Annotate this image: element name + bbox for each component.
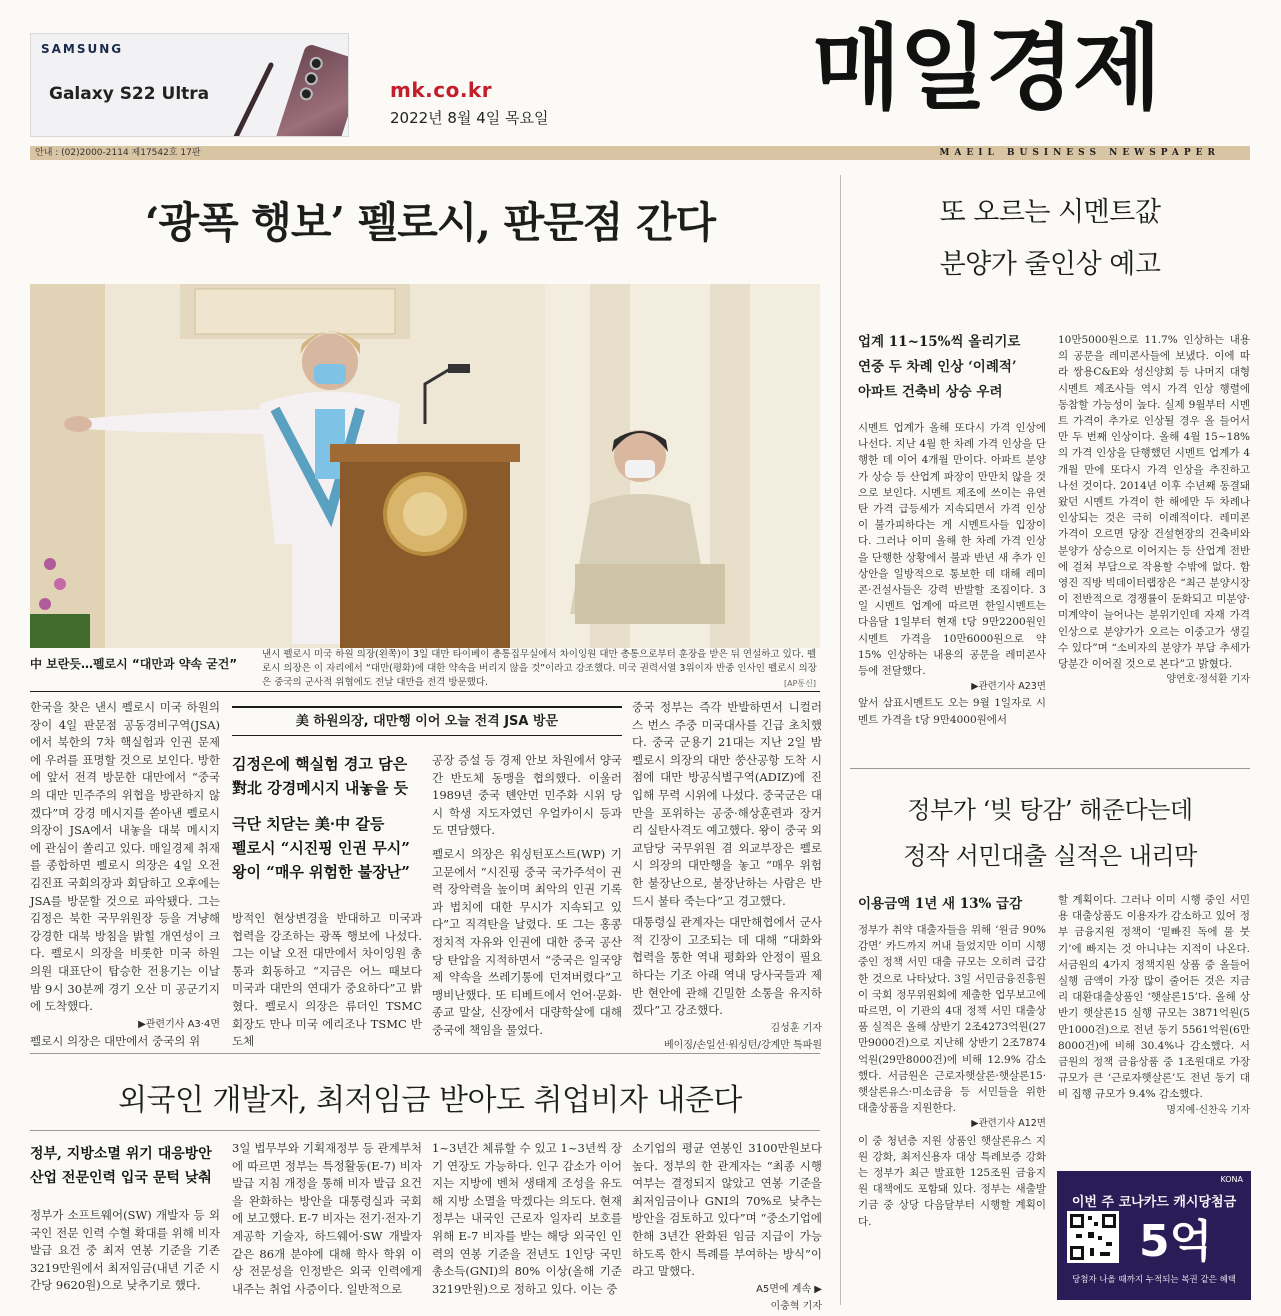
lead-byline-correspondents: 베이징/손일선·워싱턴/강계만 특파원	[664, 1040, 822, 1052]
right-top-body-col1[interactable]	[858, 420, 1046, 728]
lead-headline[interactable]: ‘광폭 행보’ 펠로시, 판문점 간다	[144, 198, 716, 247]
lead-body-col3[interactable]	[432, 752, 622, 1040]
lead-body-col1[interactable]	[30, 699, 220, 1051]
column-divider	[840, 175, 841, 1305]
lead-subheadline[interactable]: 美 하원의장, 대만행 이어 오늘 전격 JSA 방문	[232, 706, 622, 736]
deck-line: 펠로시 “시진핑 인권 무시”	[232, 839, 410, 857]
stylus-illustration	[229, 62, 275, 137]
samsung-ad-banner[interactable]	[30, 33, 349, 137]
lead-col4-text2: 대통령실 관계자는 대만해협에서 군사적 긴장이 고조되는 데 대해 “대화와 협력을 통한 역내 평화와 안정이 필요하다는 기조 아래 역내 당사국들과 제반 현안에 관해 긴밀한 소통을 유지하겠다”고 강조했다.	[632, 915, 822, 1018]
bottom-body-col3[interactable]: 1~3년간 체류할 수 있고 1~3년씩 장기 연장도 가능하다. 인구 감소가 이어지는 지방에 벤처 생태계 조성을 유도해 지방 소멸을 막겠다는 의도다. 현재 정부는 내국인 근로자 일자리 보호를 위해 E-7 비자를 받는 해당 외국인 인력의 연봉 기준을 전년도 1인당 국민총소득(GNI)의 80% 이상(올해 기준 3219만원)으로 정하고 있다. 이는 중	[432, 1141, 622, 1296]
right-bottom-byline: 명지예·신찬옥 기자	[1166, 1104, 1250, 1116]
right-top-col2-text: 10만5000원으로 11.7% 인상하는 내용의 공문을 레미콘사들에 보냈다. 이에 따라 쌍용C&E와 성신양회 등 나머지 대형 시멘트 제조사들 역시 가격 인상 행렬에 동참할 가능성이 높다. 실제 9월부터 시멘트 가격이 추가로 인상될 경우 올 들어서만 두 번째 인상이다. 올해 4월 15~18%의 가격 인상을 단행했던 시멘트 업계가 4개월 만에 또다시 가격 인상을 추진하고 나선 것이다. 2014년 이후 수년째 동결돼왔던 시멘트 가격이 한 해에만 두 차례나 인상되는 것은 극히 이례적이다. 레미콘 가격이 오르면 당장 건설현장의 건축비와 분양가 상승으로 이어지는 등 산업계 전반에 걸쳐 부담으로 작용할 수밖에 없다. 함영진 직방 빅데이터랩장은 “최근 분양시장이 전반적으로 경쟁률이 둔화되고 미분양·미계약이 늘어나는 분위기인데 자재 가격 인상으로 분양가가 오르는 이중고가 생길 수 있다”며 “소비자의 분양가 부담 추세가 당분간 이어질 것으로 본다”고 밝혔다.	[1058, 334, 1250, 671]
deck-line: 왕이 “매우 위험한 불장난”	[232, 863, 410, 881]
lead-col1-text: 한국을 찾은 낸시 펠로시 미국 하원의장이 4일 판문점 공동경비구역(JSA)에서 북한의 7차 핵실험과 인권 문제에 우려를 표명할 것으로 보인다. 방한에 앞서 전격 방문한 대만에서 “중국의 대만 민주주의 위협을 방관하지 않겠다”며 강경 메시지를 쏟아낸 펠로시 의장이 JSA에서 내놓을 대북 메시지에 관심이 쏠리고 있다. 매일경제 취재를 종합하면 펠로시 의장은 4일 오전 김진표 국회의장과 회담하고 오후에는 JSA를 방문할 것으로 파악됐다. 그는 김정은 북한 국무위원장 등을 겨냥해 강경한 대북 방침을 밝힐 개연성이 크다. 펠로시 의장을 비롯한 미국 하원 의원 대표단이 탑승한 전용기는 이날 밤 9시 30분께 경기 오산 미 공군기지에 도착했다.	[30, 700, 220, 1014]
kona-card-ad[interactable]	[1057, 1171, 1251, 1300]
right-bottom-headline[interactable]	[850, 787, 1250, 879]
right-top-deck	[858, 330, 1048, 405]
headline-line: 정부가 ‘빚 탕감’ 해준다는데	[907, 796, 1193, 824]
lead-col4-text: 중국 정부는 즉각 반발하면서 니컬러스 번스 주중 미국대사를 긴급 초치했다. 중국 군용기 21대는 지난 2일 밤 펠로시 의장의 대만 쑹산공항 도착 시점에 대만 방공식별구역(ADIZ)에 진입해 무력 시위에 나섰다. 중국군은 대만을 포위하는 공중·해상훈련과 장거리 실탄사격도 예고했다. 왕이 중국 외교담당 국무위원 겸 외교부장은 펠로시 의장의 대만행을 놓고 “매우 위험한 불장난으로, 불장난하는 사람은 반드시 불타 죽는다”고 경고했다.	[632, 700, 822, 908]
lead-related-ref[interactable]: ▶관련기사 A3·4면	[138, 1018, 220, 1030]
lead-deck-1	[232, 752, 427, 800]
bottom-headline[interactable]: 외국인 개발자, 최저임금 받아도 취업비자 내준다	[118, 1083, 742, 1118]
bottom-body-col2[interactable]: 3일 법무부와 기획재정부 등 관계부처에 따르면 정부는 특정활동(E-7) 비자 발급 지침 개정을 통해 비자 발급 요건을 완화하는 방안을 대통령실과 국회에 보고했다. E-7 비자는 전기·전자·기계공학 기술자, 하드웨어·SW 개발자 같은 86개 분야에 대해 학사 학위 이상 전문성을 인정받은 외국 인력에게 내주는 취업 사증이다. 일반적으로	[232, 1141, 422, 1296]
bottom-byline: 이충혁 기자	[770, 1301, 822, 1313]
photo-credit: [AP통신]	[784, 679, 816, 688]
photo-caption-title: 中 보란듯…펠로시 “대만과 약속 굳건”	[30, 657, 238, 671]
headline-line: 분양가 줄인상 예고	[939, 249, 1161, 280]
right-top-headline[interactable]	[850, 187, 1250, 291]
info-bar	[30, 146, 1250, 160]
right-bottom-deck: 이용금액 1년 새 13% 급감	[858, 896, 1023, 912]
deck-line: 산업 전문인력 입국 문턱 낮춰	[30, 1170, 212, 1186]
deck-line: 김정은에 핵실험 경고 담은	[232, 755, 408, 773]
right-top-related-ref[interactable]: ▶관련기사 A23면	[971, 681, 1046, 693]
photo-caption: 낸시 펠로시 미국 하원 의장(왼쪽)이 3일 대만 타이베이 총통집무실에서 차이잉원 대만 총통으로부터 훈장을 받은 뒤 연설하고 있다. 펠로시 의장은 이 자리에서 “대만(평화)에 대한 약속을 버리지 않을 것”이라고 강조했다. 미국 권력서열 3위이자 반중 인사인 펠로시 의장은 중국의 군사적 위협에도 전날 대만을 전격 방문했다.	[262, 649, 817, 688]
right-bottom-col1-tail: 이 중 청년층 지원 상품인 햇살론유스 지원 강화, 최저신용자 대상 특례보증 강화는 정부가 최근 발표한 125조원 금융지원 대책에도 포함돼 있다. 정부는 새출발기금 중 상당 다음달부터 시행할 계획이다.	[858, 1134, 1046, 1228]
lead-col1-tail: 펠로시 의장은 대만에서 중국의 위	[30, 1034, 201, 1049]
divider	[30, 691, 820, 692]
lead-deck-2	[232, 812, 427, 884]
divider	[850, 768, 1250, 769]
lead-byline: 김성훈 기자	[770, 1022, 822, 1034]
bottom-deck	[30, 1142, 230, 1190]
ad-brand: SAMSUNG	[41, 42, 124, 56]
divider	[30, 1053, 820, 1054]
issue-info: 안내 : (02)2000-2114 제17542호 17판	[35, 148, 201, 158]
ad-tagline: 당첨자 나올 때까지 누적되는 복권 같은 혜택	[1071, 1275, 1236, 1285]
site-url[interactable]: mk.co.kr	[390, 78, 493, 102]
bottom-continued-ref[interactable]: A5면에 계속 ▶	[756, 1283, 822, 1295]
lead-col3-text: 공장 증설 등 경제 안보 차원에서 양국간 반도체 동맹을 협의했다. 이울러 1989년 중국 톈안먼 민주화 시위 당시 학생 지도자였던 우얼카이시 등과도 면담했다.	[432, 753, 622, 838]
right-bottom-col1-text: 정부가 취약 대출자들을 위해 ‘원금 90% 감면’ 카드까지 꺼내 들었지만 이미 시행 중인 정책 서민 대출 규모는 오히려 급감한 것으로 나타났다. 3일 서민금융진흥원이 국회 정무위원회에 제출한 업무보고에 따르면, 이 기관의 4대 정책 서민 대출상품 실적은 올해 상반기 2조4273억원(27만9000건)으로 지난해 상반기 2조7874억원(29만8000건)에 비해 12.9% 감소했다. 서금원은 근로자햇살론·햇살론15·햇살론유스·미소금융 등 서민들을 위한 대출상품을 지원한다.	[858, 924, 1046, 1115]
lead-photo	[30, 284, 820, 648]
divider	[30, 1130, 820, 1131]
right-bottom-body-col2[interactable]	[1058, 892, 1250, 1119]
deck-line: 극단 치닫는 美·中 갈등	[232, 815, 385, 833]
right-top-col1-text: 시멘트 업계가 올해 또다시 가격 인상에 나선다. 지난 4월 한 차례 가격 인상을 단행한 데 이어 4개월 만이다. 아파트 분양가 상승 등 산업계 파장이 만만치 않을 것으로 보인다. 시멘트 제조에 쓰이는 유연탄 가격 급등세가 지속되면서 가격 인상이 불가피하다는 게 시멘트사들 입장이다. 그러나 이미 올해 한 차례 가격 인상을 단행한 상황에서 불과 반년 새 추가 인상안을 일방적으로 통보한 데 대해 레미콘·건설사들은 강력 반발할 조짐이다. 3일 시멘트 업계에 따르면 한일시멘트는 다음달 1일부터 현재 t당 9만2200원인 시멘트 가격을 10만6000원으로 약 15% 인상하는 내용의 공문을 레미콘사 등에 전달했다.	[858, 422, 1046, 678]
issue-date: 2022년 8월 4일 목요일	[390, 109, 549, 127]
bottom-body-col4[interactable]	[632, 1140, 822, 1316]
deck-line: 연중 두 차례 인상 ‘이례적’	[858, 359, 1017, 375]
phone-illustration	[274, 43, 349, 137]
lead-body-col4[interactable]	[632, 699, 822, 1055]
deck-line: 對北 강경메시지 내놓을 듯	[232, 779, 409, 797]
qr-code-icon[interactable]	[1067, 1211, 1119, 1263]
lead-col3-text2: 펠로시 의장은 워싱턴포스트(WP) 기고문에서 “시진핑 중국 국가주석이 권력 장악력을 높이며 최악의 인권 기록과 법치에 대한 무시가 지속되고 있다”고 직격탄을 날렸다. 또 그는 홍콩 정치적 자유와 인권에 대한 중국 공산당 탄압을 지적하면서 “중국은 일국양제 약속을 쓰레기통에 던져버렸다”고 맹비난했다. 또 티베트에서 언어·문화·종교 말살, 신장에서 대량학살에 대해 중국에 책임을 물었다.	[432, 846, 622, 1037]
newspaper-logo: 매일경제	[812, 15, 1160, 122]
pelosi-tsai-photo	[30, 284, 820, 648]
right-top-byline: 양연호·정석환 기자	[1166, 674, 1250, 686]
ad-amount: 5억	[1139, 1216, 1213, 1267]
headline-line: 정작 서민대출 실적은 내리막	[903, 842, 1197, 870]
ad-brand: KONA	[1220, 1175, 1243, 1184]
bottom-body-col1[interactable]: 정부가 소프트웨어(SW) 개발자 등 외국인 전문 인력 수혈 확대를 위해 비자 발급 요건 중 최저 연봉 기준을 기존 3219만원에서 최저임금(내년 기준 시간당 9620원)으로 낮추기로 했다.	[30, 1208, 220, 1293]
right-bottom-related-ref[interactable]: ▶관련기사 A12면	[971, 1118, 1046, 1130]
right-top-col1-tail: 앞서 삼표시멘트도 오는 9월 1일자로 시멘트 가격을 t당 9만4000원에서	[858, 697, 1046, 726]
deck-line: 업계 11~15%씩 올리기로	[858, 334, 1021, 350]
english-nameplate: MAEIL BUSINESS NEWSPAPER	[939, 148, 1220, 158]
right-bottom-col2-text: 할 계획이다. 그러나 이미 시행 중인 서민용 대출상품도 이용자가 감소하고 있어 정부 금융지원 정책이 ‘밑빠진 독에 물 붓기’에 빠지는 것 아니냐는 지적이 나온다. 서금원의 4가지 정책지원 상품 중 올들어 실행 금액이 가장 많이 줄어든 것은 지금리 대환대출상품인 ‘햇살론15’다. 올해 상반기 햇살론15 실행 규모는 3871억원(5만1000건)으로 전년 동기 5561억원(6만8000건)에 비해 30.4%나 감소했다. 서금원의 정책 금융상품 중 1조원대로 가장 규모가 큰 ‘근로자햇살론’도 전년 동기 대비 집행 규모가 9.4% 감소했다.	[1058, 894, 1250, 1101]
bottom-col4-text: 소기업의 평균 연봉인 3100만원보다 높다. 정부의 한 관계자는 “최종 시행 여부는 결정되지 않았고 연봉 기준을 최저임금이나 GNI의 70%로 낮추는 방안을 검토하고 있다”며 “중소기업에 한해 3년간 완화된 임금 지급이 가능하도록 한시 특례를 부여하는 방식”이라고 말했다.	[632, 1141, 822, 1279]
ad-headline: 이번 주 코나카드 캐시당첨금	[1071, 1195, 1237, 1210]
lead-body-col2[interactable]: 방적인 현상변경을 반대하고 미국과 협력을 강조하는 광폭 행보에 나섰다. 그는 이날 오전 대만에서 차이잉원 총통과 회동하고 “지금은 어느 때보다 미국과 대만의 연대가 중요하다”고 밝혔다. 펠로시 의장은 류더인 TSMC 회장도 만나 미국 에리조나 TSMC 반도체	[232, 911, 422, 1049]
deck-line: 아파트 건축비 상승 우려	[858, 384, 1003, 400]
deck-line: 정부, 지방소멸 위기 대응방안	[30, 1146, 212, 1162]
headline-line: 또 오르는 시멘트값	[939, 197, 1161, 228]
ad-model: Galaxy S22 Ultra	[49, 84, 210, 104]
right-bottom-body-col1[interactable]	[858, 922, 1046, 1230]
right-top-body-col2[interactable]	[1058, 332, 1250, 688]
